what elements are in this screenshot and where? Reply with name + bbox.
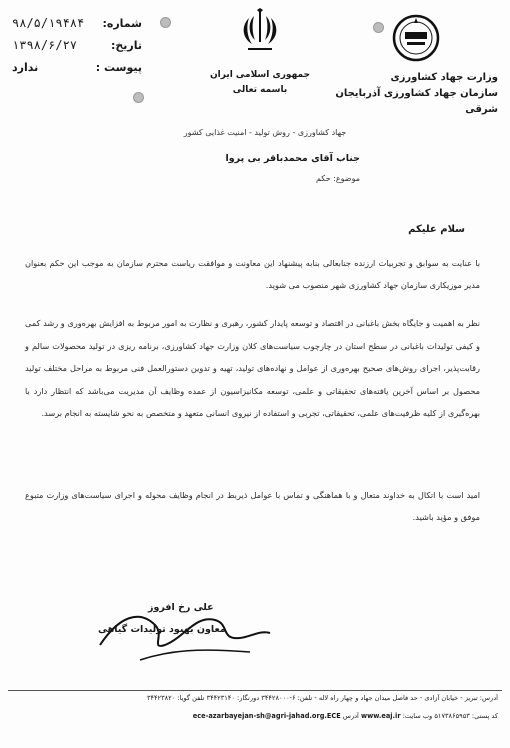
greeting: سلام علیکم bbox=[408, 224, 465, 235]
paragraph-appointment: با عنایت به سوابق و تجربیات ارزنده جنابعالی بنابه پیشنهاد این معاونت و موافقت ریاست محترم سازمان به موجب این حکم بعنوان مدیر موزیکاری سازمان جهاد کشاورزی شهر منصوب می شوید. bbox=[25, 258, 480, 290]
website-link[interactable]: www.eaj.ir bbox=[361, 712, 401, 720]
ministry-heading bbox=[318, 70, 498, 118]
number-label: شماره: bbox=[102, 16, 142, 30]
ministry-logo-icon bbox=[392, 14, 440, 62]
paragraph-duties: نظر به اهمیت و جایگاه بخش باغبانی در اقتصاد و توسعه پایدار کشور، رهبری و نظارت به امور مربوط به افزایش بهره‌وری و رشد کمی و کیفی تولیدات باغبانی در سطح استان در چارچوب سیاست‌های کلان وزارت جهاد کشاورزی، برنامه ریزی در تولید محصولات سالم و رقابت‌پذیر، اجرای روش‌های صحیح بهره‌وری از عوامل و نهاده‌های تولید، تهیه و تدوین دستورالعمل فنی مربوط به مراحل مختلف تولید محصول بر اساس آخرین یافته‌های تحقیقاتی و علمی، توسعه مکانیزاسیون از عمده وظایف آن مدیریت می‌باشد که انتظار دارد با بهره‌گیری از کلیه ظرفیت‌های علمی، تحقیقاتی، تجربی و استفاده از نیروی انسانی متعهد و متخصص به نحو شایسته به انجام برسد. bbox=[25, 318, 480, 418]
cc-line: جهاد کشاورزی - روش تولید - امنیت غذایی کشور bbox=[183, 128, 347, 137]
footer-contact bbox=[10, 712, 498, 720]
email-link[interactable]: ece-azarbayejan-sh@agri-jahad.org.ECE bbox=[192, 712, 341, 720]
date-value: ۱۳۹۸/۶/۲۷ bbox=[12, 38, 78, 52]
signatory-name: علی رخ افروز bbox=[148, 602, 214, 613]
organization-name: سازمان جهاد کشاورزی آذربایجان شرقی bbox=[335, 88, 498, 115]
postal-code: کد پستی: ۵۱۷۳۸۶۵۹۵۳ bbox=[434, 712, 498, 720]
website-label: وب سایت: bbox=[402, 712, 433, 720]
footer-address: آدرس: تبریز - خیابان آزادی - حد فاصل میدان جهاد و چهار راه لاله - تلفن: ۶-۳۴۴۲۸۰۰۰ دورنگار: ۳۴۴۲۳۱۴۰ تلفن گویا: ۳۴۴۲۳۸۲۰ bbox=[146, 694, 498, 702]
paragraph-closing: امید است با اتکال به خداوند متعال و با هماهنگی و تماس با عوامل ذیربط در انجام وظایف محوله و اجرای سیاست‌های وزارت متبوع موفق و مؤید باشید. bbox=[25, 490, 480, 522]
attachment-row bbox=[12, 56, 142, 78]
attachment-label: پیوست : bbox=[95, 60, 142, 74]
number-value: ۹۸/۵/۱۹۴۸۴ bbox=[12, 16, 85, 30]
republic-title: جمهوری اسلامی ایران bbox=[209, 70, 311, 80]
date-row bbox=[12, 34, 142, 56]
iran-emblem-icon bbox=[240, 8, 280, 54]
binder-hole-icon bbox=[373, 22, 384, 33]
ministry-name: وزارت جهاد کشاورزی bbox=[390, 72, 498, 83]
date-label: تاریخ: bbox=[110, 38, 142, 52]
addressee: جناب آقای محمدباقر بی پروا bbox=[225, 153, 360, 164]
invocation: باسمه تعالی bbox=[232, 85, 288, 95]
binder-hole-icon bbox=[160, 17, 171, 28]
number-row bbox=[12, 12, 142, 34]
email-label: آدرس bbox=[342, 712, 359, 720]
footer-divider bbox=[8, 690, 502, 691]
letter-meta bbox=[12, 12, 142, 78]
subject: موضوع: حکم bbox=[315, 174, 360, 183]
state-heading bbox=[195, 68, 325, 98]
attachment-value: ندارد bbox=[12, 60, 39, 74]
signatory-title: معاون بهبود تولیدات گیاهی bbox=[98, 624, 226, 635]
binder-hole-icon bbox=[133, 92, 144, 103]
